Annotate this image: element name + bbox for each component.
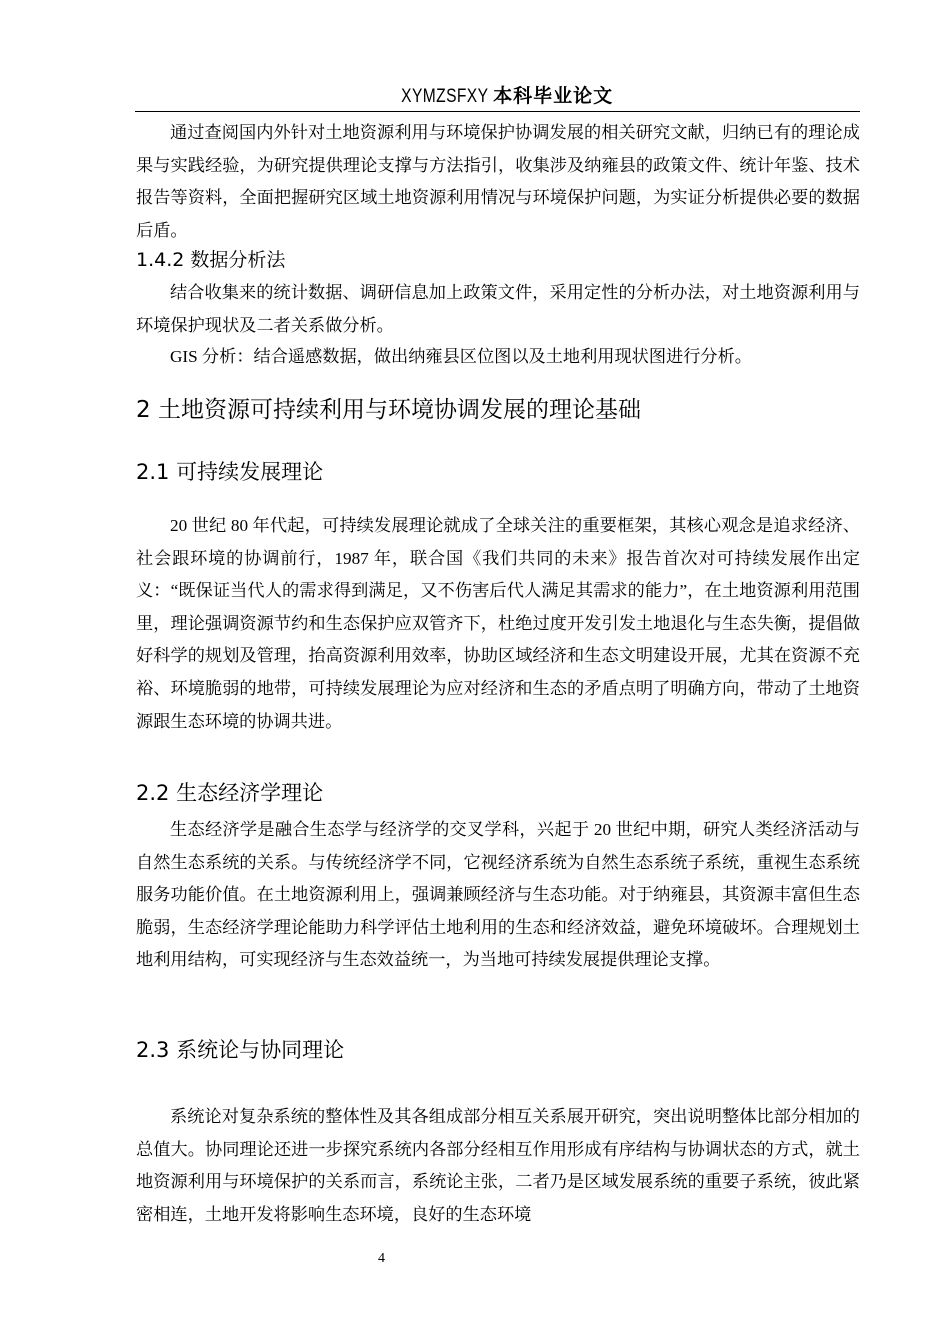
section-2-1-heading: 2.1 可持续发展理论 [136,460,324,484]
header-title: 本科毕业论文 [493,85,614,107]
chapter-2-heading: 2 土地资源可持续利用与环境协调发展的理论基础 [136,397,641,423]
section-2-2-heading: 2.2 生态经济学理论 [136,781,324,805]
section-2-3-heading: 2.3 系统论与协同理论 [136,1038,345,1062]
intro-paragraph: 通过查阅国内外针对土地资源利用与环境保护协调发展的相关研究文献，归纳已有的理论成果与实践经验，为研究提供理论支撑与方法指引，收集涉及纳雍县的政策文件、统计年鉴、技术报告等资料，全面把握研究区域土地资源利用情况与环境保护问题，为实证分析提供必要的数据后盾。 [136,123,860,240]
header-rule [135,111,860,112]
section-1-4-2-heading: 1.4.2 数据分析法 [136,249,286,271]
section-2-2-paragraph: 生态经济学是融合生态学与经济学的交叉学科，兴起于 20 世纪中期，研究人类经济活动与自然生态系统的关系。与传统经济学不同，它视经济系统为自然生态系统子系统，重视生态系统服务功能价值。在土地资源利用上，强调兼顾经济与生态功能。对于纳雍县，其资源丰富但生态脆弱，生态经济学理论能助力科学评估土地利用的生态和经济效益，避免环境破坏。合理规划土地利用结构，可实现经济与生态效益统一，为当地可持续发展提供理论支撑。 [136,820,860,970]
page-header [135,82,860,110]
header-latin-code: XYMZSFXY [401,86,489,107]
section-2-3-paragraph: 系统论对复杂系统的整体性及其各组成部分相互关系展开研究，突出说明整体比部分相加的总值大。协同理论还进一步探究系统内各部分经相互作用形成有序结构与协调状态的方式，就土地资源利用与环境保护的关系而言，系统论主张，二者乃是区域发展系统的重要子系统，彼此紧密相连，土地开发将影响生态环境，良好的生态环境 [136,1107,860,1224]
section-1-4-2-paragraph-1: 结合收集来的统计数据、调研信息加上政策文件，采用定性的分析办法，对土地资源利用与环境保护现状及二者关系做分析。 [136,283,860,335]
page-number: 4 [378,1251,385,1266]
section-2-1-paragraph: 20 世纪 80 年代起，可持续发展理论就成了全球关注的重要框架，其核心观念是追求经济、社会跟环境的协调前行，1987 年，联合国《我们共同的未来》报告首次对可持续发展作出定义：“既保证当代人的需求得到满足，又不伤害后代人满足其需求的能力”，在土地资源利用范围里，理论强调资源节约和生态保护应双管齐下，杜绝过度开发引发土地退化与生态失衡，提倡做好科学的规划及管理，抬高资源利用效率，协助区域经济和生态文明建设开展，尤其在资源不充裕、环境脆弱的地带，可持续发展理论为应对经济和生态的矛盾点明了明确方向，带动了土地资源跟生态环境的协调共进。 [136,516,860,731]
section-1-4-2-paragraph-2: GIS 分析：结合遥感数据，做出纳雍县区位图以及土地利用现状图进行分析。 [170,347,752,366]
